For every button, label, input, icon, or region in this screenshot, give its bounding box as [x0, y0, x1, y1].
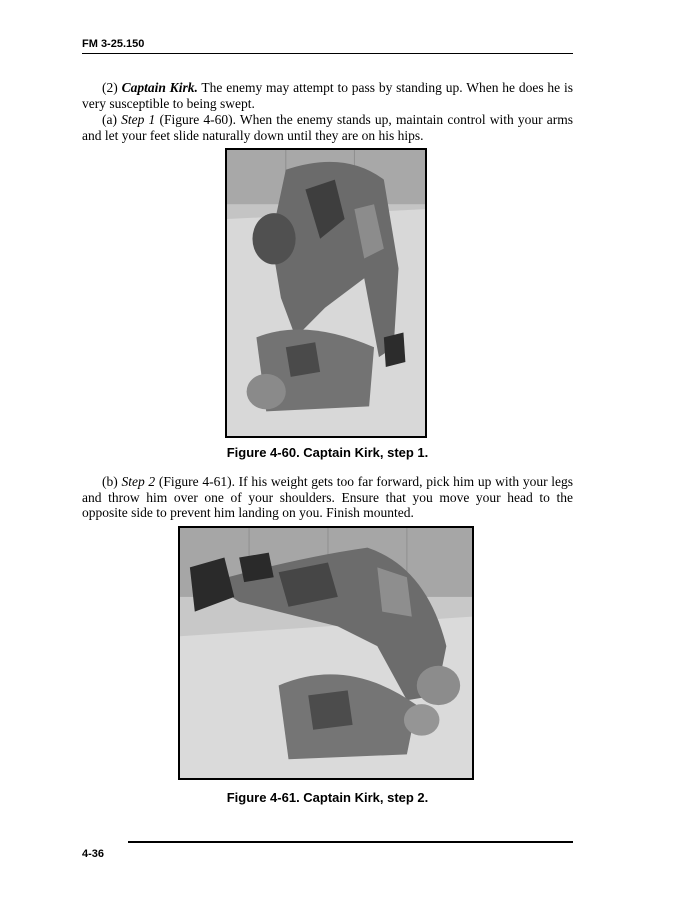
paragraph-step-1	[82, 112, 573, 143]
paragraph-text: The enemy may attempt to pass by standing up. When he does he is very susceptible to being swept.	[82, 80, 573, 111]
header-rule	[82, 53, 573, 54]
figure-4-61-photo	[178, 526, 474, 780]
paragraph-number: (b)	[102, 474, 118, 489]
section-title: Captain Kirk.	[121, 80, 198, 95]
paragraph-captain-kirk	[82, 80, 573, 111]
step-label: Step 1	[121, 112, 156, 127]
document-id: FM 3-25.150	[82, 38, 145, 50]
paragraph-text: (Figure 4-60). When the enemy stands up, maintain control with your arms and let your feet slide naturally down until they are on his hips.	[82, 112, 574, 143]
figure-4-60-photo	[225, 148, 427, 438]
paragraph-text: (Figure 4-61). If his weight gets too far forward, pick him up with your legs and throw him over one of your shoulders. Ensure that you move your head to the opposite side to prevent him landing on you. Finish mounted.	[82, 474, 574, 520]
step-label: Step 2	[121, 474, 156, 489]
figure-4-60-caption: Figure 4-60. Captain Kirk, step 1.	[226, 445, 429, 460]
paragraph-number: (2)	[102, 80, 118, 95]
paragraph-step-2	[82, 474, 573, 521]
figure-4-61-caption: Figure 4-61. Captain Kirk, step 2.	[226, 790, 429, 805]
page-number: 4-36	[82, 848, 105, 860]
paragraph-number: (a)	[102, 112, 117, 127]
footer-rule	[128, 841, 573, 843]
